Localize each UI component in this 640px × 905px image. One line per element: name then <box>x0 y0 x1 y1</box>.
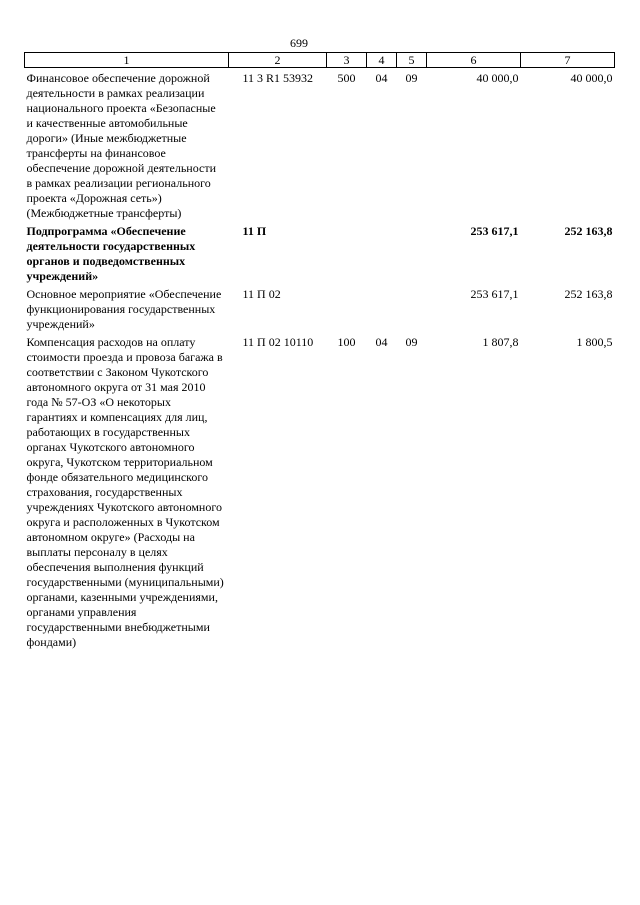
row-amount-second: 40 000,0 <box>570 71 613 85</box>
table-row <box>25 68 615 222</box>
row-amount-second: 252 163,8 <box>564 224 613 238</box>
row-name: Подпрограмма «Обеспечение деятельности государственных органов и подведомственных учреждений» <box>26 224 196 283</box>
row-subsection <box>397 284 427 332</box>
table-row <box>25 221 615 284</box>
row-expense-type <box>327 284 367 332</box>
column-header: 6 <box>427 53 521 68</box>
row-name: Компенсация расходов на оплату стоимости проезда и провоза багажа в соответствии с Законом Чукотского автономного округа от 31 мая 2010 года № 57-ОЗ «О некоторых гарантиях и компенсациях для лиц, работающих в государственных органах Чукотского автономного округа, Чукотском территориальном фонде обязательного медицинского страхования, государственных учреждениях Чукотского автономного округа и расположенных в Чукотском автономном округе» (Расходы на выплаты персоналу в целях обеспечения выполнения функций государственными (муниципальными) органами, казенными учреждениями, органами управления государственными внебюджетными фондами) <box>26 335 224 649</box>
column-header: 2 <box>229 53 327 68</box>
row-section: 04 <box>375 71 388 85</box>
row-amount-first: 253 617,1 <box>470 287 519 301</box>
row-name: Основное мероприятие «Обеспечение функционирования государственных учреждений» <box>26 287 222 331</box>
budget-table <box>24 52 615 650</box>
column-header: 1 <box>25 53 229 68</box>
row-amount-first: 253 617,1 <box>470 224 519 238</box>
page-number: 699 <box>290 36 308 50</box>
row-subsection: 09 <box>405 71 418 85</box>
row-target-code: 11 П 02 <box>242 287 281 301</box>
row-expense-type: 500 <box>337 71 356 85</box>
row-amount-second: 1 800,5 <box>576 335 613 349</box>
column-header: 5 <box>397 53 427 68</box>
row-section <box>367 221 397 284</box>
row-expense-type: 100 <box>337 335 356 349</box>
row-subsection <box>397 221 427 284</box>
table-row <box>25 284 615 332</box>
row-subsection: 09 <box>405 335 418 349</box>
column-number-header <box>25 53 615 68</box>
row-section: 04 <box>375 335 388 349</box>
row-section <box>367 284 397 332</box>
row-target-code: 11 3 R1 53932 <box>242 71 314 85</box>
row-amount-first: 40 000,0 <box>476 71 519 85</box>
row-amount-second: 252 163,8 <box>564 287 613 301</box>
row-target-code: 11 П 02 10110 <box>242 335 314 349</box>
row-target-code: 11 П <box>242 224 267 238</box>
column-header: 3 <box>327 53 367 68</box>
column-header: 4 <box>367 53 397 68</box>
row-name: Финансовое обеспечение дорожной деятельности в рамках реализации национального проекта «Безопасные и качественные автомобильные дороги» (Иные межбюджетные трансферты на финансовое обеспечение дорожной деятельности в рамках реализации регионального проекта «Дорожная сеть») (Межбюджетные трансферты) <box>26 71 217 220</box>
table-row <box>25 332 615 650</box>
column-header: 7 <box>521 53 615 68</box>
row-expense-type <box>327 221 367 284</box>
row-amount-first: 1 807,8 <box>482 335 519 349</box>
